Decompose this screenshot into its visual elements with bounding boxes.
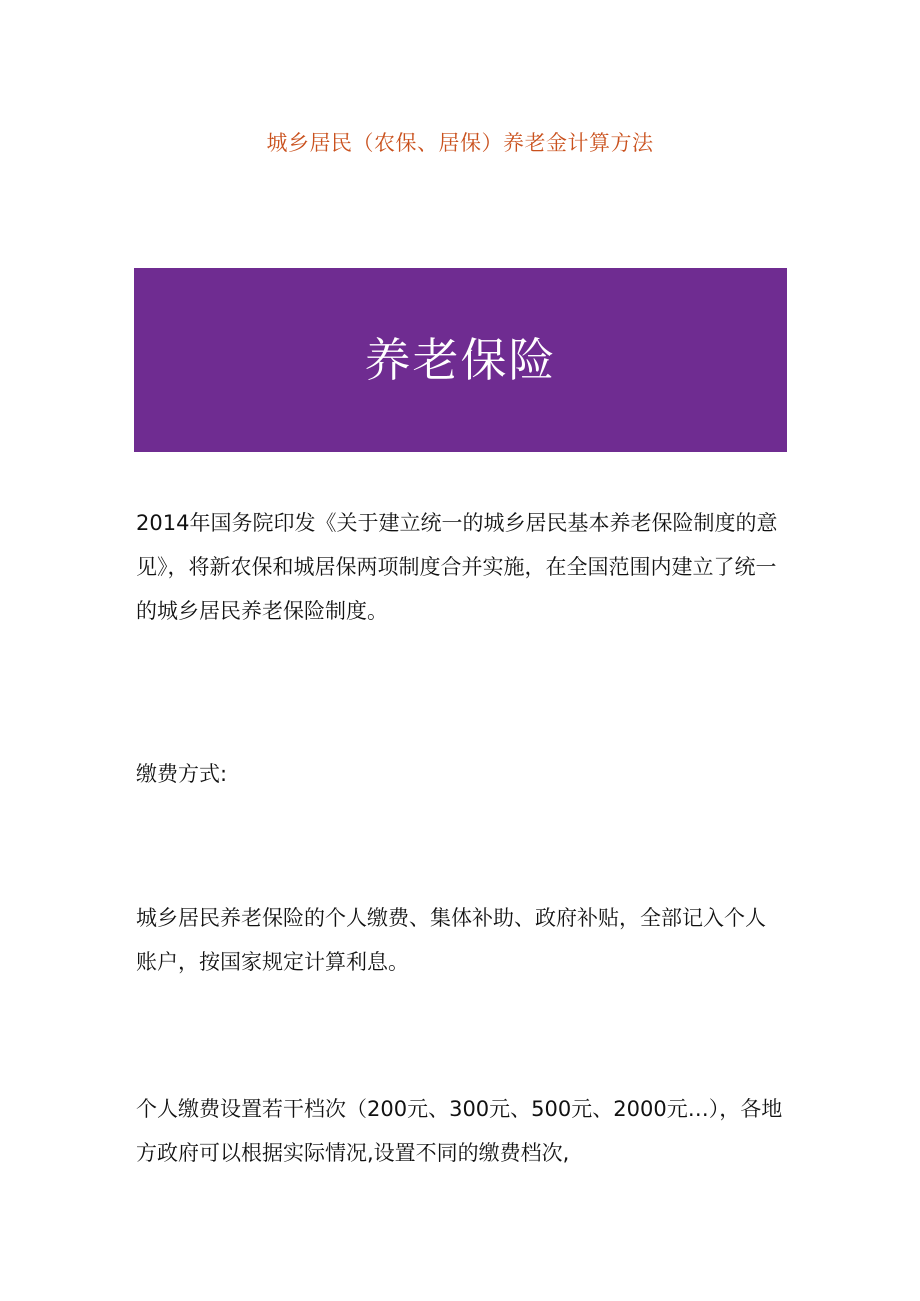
paragraph-account: 城乡居民养老保险的个人缴费、集体补助、政府补贴，全部记入个人账户，按国家规定计算利息。 — [136, 906, 766, 974]
page-title: 城乡居民（农保、居保）养老金计算方法 — [266, 131, 654, 155]
paragraph-tiers: 个人缴费设置若干档次（200元、300元、500元、2000元…），各地方政府可以根据实际情况,设置不同的缴费档次, — [136, 1097, 783, 1165]
paragraph-intro: 2014年国务院印发《关于建立统一的城乡居民基本养老保险制度的意见》，将新农保和城居保两项制度合并实施，在全国范围内建立了统一的城乡居民养老保险制度。 — [136, 511, 778, 623]
banner — [134, 268, 787, 452]
banner-text: 养老保险 — [364, 333, 557, 387]
paragraph-payment-method: 缴费方式: — [136, 762, 228, 786]
